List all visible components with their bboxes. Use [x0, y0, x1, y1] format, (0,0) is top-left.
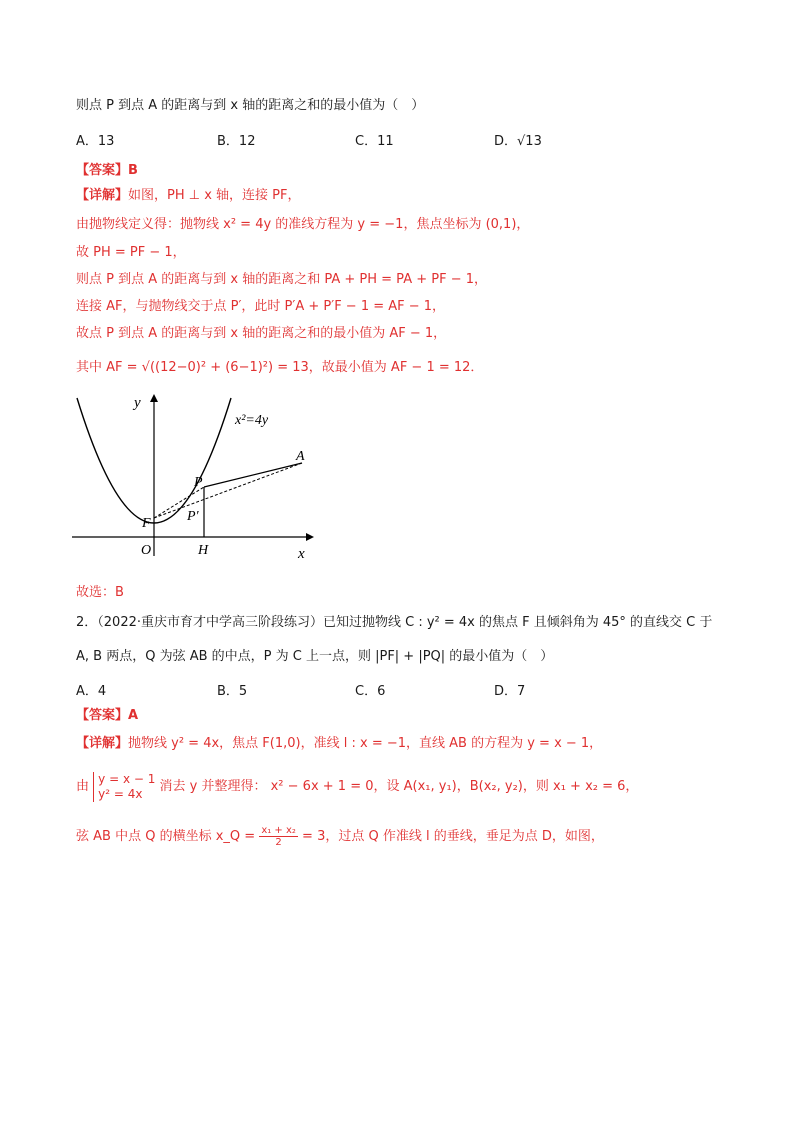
equation-system: [93, 772, 155, 802]
q1-detail-3: 故 PH = PF − 1，: [76, 245, 186, 260]
point-P-prime-label: P′: [187, 509, 199, 524]
answer-value: A: [128, 708, 139, 723]
detail-text: 抛物线 y² = 4x，焦点 F(1,0)，准线 l : x = −1，直线 AB 的方程为 y = x − 1，: [128, 736, 603, 751]
q1-figure: [70, 388, 330, 568]
q1-option-b: B．12: [217, 134, 256, 149]
q2-option-d: D．7: [494, 684, 526, 699]
q1-detail-2: 由抛物线定义得：抛物线 x² = 4y 的准线方程为 y = −1，焦点坐标为 (0,1)，: [76, 217, 530, 232]
fraction-denominator: 2: [275, 837, 282, 848]
answer-value: B: [128, 163, 138, 178]
x-axis-arrow-icon: [306, 533, 314, 541]
y-axis-arrow-icon: [150, 394, 158, 402]
q1-conclusion: 故选：B: [76, 585, 124, 600]
q2-options: [76, 680, 716, 698]
detail-text: 如图，PH ⊥ x 轴，连接 PF，: [128, 188, 301, 203]
q1-option-d: D．√13: [494, 134, 542, 149]
curve-label: x²=4y: [235, 413, 269, 428]
q1-detail-6: 故点 P 到点 A 的距离与到 x 轴的距离之和的最小值为 AF − 1，: [76, 326, 447, 341]
system-row-1: y = x − 1: [98, 771, 156, 786]
system-row-2: y² = 4x: [98, 786, 143, 801]
q1-options: [76, 130, 716, 148]
detail-2-prefix: 由: [76, 779, 90, 794]
fraction: [259, 825, 298, 848]
answer-label: 【答案】: [76, 708, 129, 723]
q1-detail-7: 其中 AF = √((12−0)² + (6−1)²) = 13，故最小值为 AF − 1 = 12．: [76, 360, 484, 375]
q1-stem-tail: 则点 P 到点 A 的距离与到 x 轴的距离之和的最小值为（ ）: [76, 98, 425, 113]
q1-option-c: C．11: [355, 134, 394, 149]
point-H-label: H: [198, 543, 209, 558]
point-F-label: F: [142, 516, 151, 531]
q2-detail-1: [76, 735, 602, 753]
segment-PA: [204, 463, 302, 487]
q2-stem-line-1: 2．（2022·重庆市育才中学高三阶段练习）已知过抛物线 C : y² = 4x 的焦点 F 且倾斜角为 45° 的直线交 C 于: [76, 615, 713, 630]
detail-label: 【详解】: [76, 188, 129, 203]
point-A-label: A: [296, 449, 305, 464]
q2-option-b: B．5: [217, 684, 248, 699]
q1-detail-4: 则点 P 到点 A 的距离与到 x 轴的距离之和 PA + PH = PA + PF − 1，: [76, 272, 487, 287]
q1-option-a: A．13: [76, 134, 115, 149]
answer-label: 【答案】: [76, 163, 129, 178]
segment-AF: [154, 463, 302, 518]
point-O-label: O: [141, 543, 152, 558]
y-axis-label: y: [134, 395, 141, 411]
x-axis-label: x: [298, 546, 305, 562]
q2-stem-line-2: A, B 两点，Q 为弦 AB 的中点，P 为 C 上一点，则 |PF| + |PQ| 的最小值为（ ）: [76, 649, 554, 664]
detail-label: 【详解】: [76, 736, 129, 751]
detail-2-suffix: 消去 y 并整理得： x² − 6x + 1 = 0，设 A(x₁, y₁)，B(x₂, y₂)，则 x₁ + x₂ = 6，: [159, 779, 639, 794]
fraction-numerator: x₁ + x₂: [261, 825, 296, 836]
q2-option-c: C．6: [355, 684, 386, 699]
point-P-label: P: [194, 475, 203, 490]
q2-answer: [76, 707, 138, 725]
detail-3-prefix: 弦 AB 中点 Q 的横坐标 x_Q =: [76, 829, 256, 844]
detail-3-suffix: = 3，过点 Q 作准线 l 的垂线，垂足为点 D，如图，: [302, 829, 604, 844]
q2-detail-3: [76, 822, 604, 852]
q1-detail-5: 连接 AF，与抛物线交于点 P′，此时 P′A + P′F − 1 = AF − 1，: [76, 299, 446, 314]
q1-answer: [76, 162, 138, 180]
q2-detail-2: [76, 770, 638, 804]
q1-detail-1: [76, 187, 301, 205]
q2-option-a: A．4: [76, 684, 107, 699]
